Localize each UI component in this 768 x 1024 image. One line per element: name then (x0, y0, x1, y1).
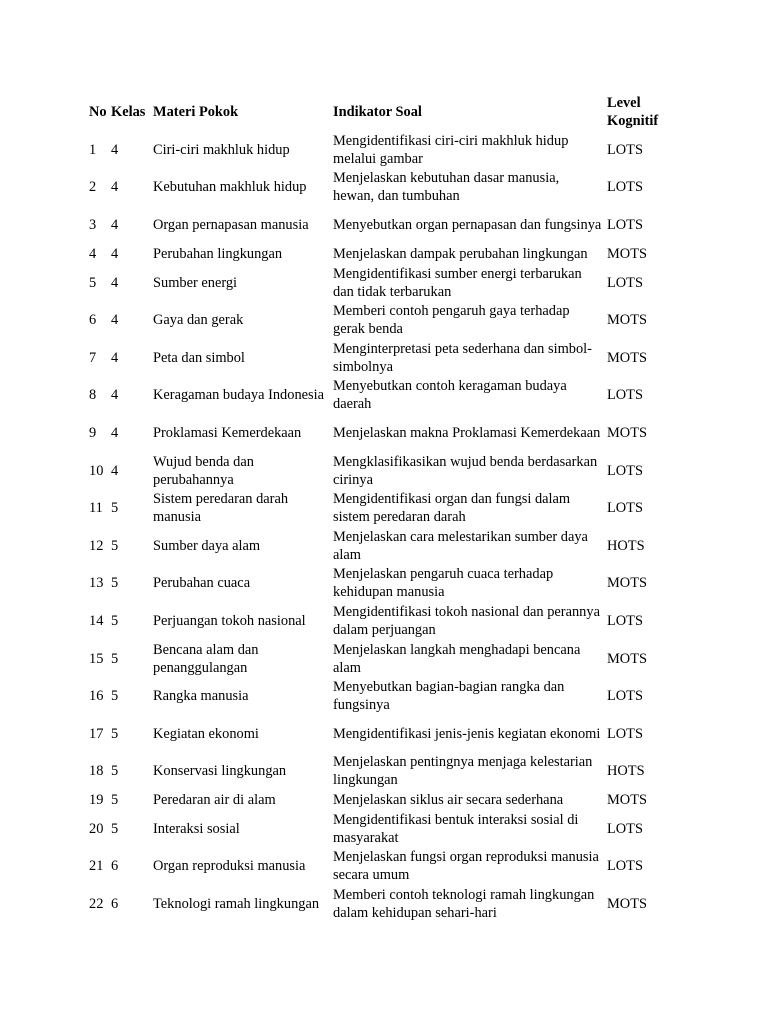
cell-level: LOTS (607, 216, 643, 233)
cell-kelas: 5 (111, 763, 119, 780)
cell-indikator: Menginterpretasi peta sederhana dan simbol-simbolnya (333, 340, 592, 375)
cell-level: HOTS (607, 763, 645, 780)
cell-no: 17 (89, 725, 104, 742)
cell-kelas: 6 (111, 896, 119, 913)
cell-materi: Gaya dan gerak (153, 312, 244, 329)
cell-level: LOTS (607, 179, 643, 196)
cell-kelas: 4 (111, 462, 119, 479)
cell-level: LOTS (607, 274, 643, 291)
cell-materi: Teknologi ramah lingkungan (153, 896, 320, 913)
cell-no: 8 (89, 387, 97, 404)
kisi-kisi-table (87, 92, 680, 923)
cell-level: HOTS (607, 537, 645, 554)
cell-kelas: 5 (111, 688, 119, 705)
cell-no: 9 (89, 424, 97, 441)
cell-indikator: Mengidentifikasi organ dan fungsi dalam sistem peredaran darah (333, 491, 571, 526)
cell-level: MOTS (607, 312, 647, 329)
cell-materi: Sumber daya alam (153, 537, 261, 554)
cell-indikator: Mengidentifikasi ciri-ciri makhluk hidup melalui gambar (333, 132, 569, 167)
cell-level: LOTS (607, 500, 643, 517)
table-row (87, 602, 680, 640)
table-row (87, 169, 680, 207)
cell-level: LOTS (607, 462, 643, 479)
cell-materi: Perjuangan tokoh nasional (153, 612, 306, 629)
cell-indikator: Menjelaskan dampak perubahan lingkungan (333, 245, 588, 262)
cell-indikator: Menjelaskan fungsi organ reproduksi manusia secara umum (333, 849, 599, 884)
table-row (87, 640, 680, 678)
cell-level: MOTS (607, 575, 647, 592)
cell-materi: Perubahan lingkungan (153, 245, 283, 262)
cell-no: 19 (89, 792, 104, 809)
table-row (87, 489, 680, 527)
table-row (87, 301, 680, 339)
cell-materi: Wujud benda dan perubahannya (153, 453, 254, 488)
header-kelas: Kelas (111, 103, 146, 120)
cell-materi: Ciri-ciri makhluk hidup (153, 141, 290, 158)
cell-kelas: 4 (111, 312, 119, 329)
cell-no: 4 (89, 245, 97, 262)
cell-indikator: Menjelaskan makna Proklamasi Kemerdekaan (333, 424, 601, 441)
cell-indikator: Mengklasifikasikan wujud benda berdasarkan cirinya (333, 453, 598, 488)
cell-no: 5 (89, 274, 97, 291)
table-row (87, 244, 680, 264)
cell-no: 13 (89, 575, 104, 592)
cell-kelas: 5 (111, 537, 119, 554)
cell-materi: Sumber energi (153, 274, 238, 291)
cell-level: LOTS (607, 688, 643, 705)
cell-indikator: Menjelaskan pentingnya menjaga kelestarian lingkungan (333, 754, 593, 789)
table-row (87, 377, 680, 415)
cell-indikator: Menyebutkan organ pernapasan dan fungsinya (333, 216, 602, 233)
cell-materi: Sistem peredaran darah manusia (153, 491, 289, 526)
cell-no: 15 (89, 650, 104, 667)
cell-no: 7 (89, 349, 97, 366)
cell-kelas: 5 (111, 650, 119, 667)
cell-no: 16 (89, 688, 104, 705)
table-header (87, 92, 680, 131)
cell-level: LOTS (607, 820, 643, 837)
cell-kelas: 4 (111, 141, 119, 158)
cell-indikator: Menjelaskan langkah menghadapi bencana alam (333, 641, 581, 676)
cell-level: LOTS (607, 612, 643, 629)
header-materi-pokok: Materi Pokok (153, 103, 239, 120)
cell-indikator: Mengidentifikasi bentuk interaksi sosial di masyarakat (333, 811, 579, 846)
cell-indikator: Memberi contoh pengaruh gaya terhadap gerak benda (333, 303, 570, 338)
cell-materi: Peta dan simbol (153, 349, 245, 366)
cell-kelas: 5 (111, 820, 119, 837)
cell-indikator: Menjelaskan pengaruh cuaca terhadap kehidupan manusia (333, 566, 554, 601)
cell-no: 10 (89, 462, 104, 479)
cell-level: LOTS (607, 725, 643, 742)
cell-indikator: Mengidentifikasi sumber energi terbarukan dan tidak terbarukan (333, 265, 582, 300)
table-row (87, 715, 680, 753)
cell-kelas: 5 (111, 575, 119, 592)
cell-materi: Rangka manusia (153, 688, 249, 705)
cell-indikator: Memberi contoh teknologi ramah lingkungan dalam kehidupan sehari-hari (333, 887, 595, 922)
cell-kelas: 4 (111, 245, 119, 262)
table-row (87, 565, 680, 603)
header-level-kognitif (605, 92, 680, 131)
table-row (87, 264, 680, 302)
table-row (87, 339, 680, 377)
cell-level: MOTS (607, 245, 647, 262)
cell-no: 12 (89, 537, 104, 554)
cell-materi: Bencana alam dan penanggulangan (153, 641, 259, 676)
cell-indikator: Mengidentifikasi jenis-jenis kegiatan ekonomi (333, 725, 601, 742)
cell-materi: Kegiatan ekonomi (153, 725, 259, 742)
table-row (87, 131, 680, 169)
cell-kelas: 4 (111, 387, 119, 404)
cell-kelas: 4 (111, 274, 119, 291)
cell-level: LOTS (607, 858, 643, 875)
cell-level: MOTS (607, 424, 647, 441)
cell-kelas: 5 (111, 725, 119, 742)
header-no: No (89, 103, 107, 120)
cell-materi: Peredaran air di alam (153, 792, 276, 809)
table-row (87, 677, 680, 715)
cell-kelas: 4 (111, 179, 119, 196)
cell-indikator: Mengidentifikasi tokoh nasional dan perannya dalam perjuangan (333, 603, 600, 638)
table-row (87, 810, 680, 848)
table-body (87, 131, 680, 923)
cell-no: 22 (89, 896, 104, 913)
table-row (87, 414, 680, 452)
header-level-line2: Kognitif (607, 112, 659, 129)
cell-indikator: Menjelaskan siklus air secara sederhana (333, 792, 564, 809)
cell-materi: Organ pernapasan manusia (153, 216, 309, 233)
cell-kelas: 5 (111, 612, 119, 629)
table-row (87, 753, 680, 791)
cell-indikator: Menyebutkan bagian-bagian rangka dan fungsinya (333, 679, 565, 714)
header-indikator-soal: Indikator Soal (333, 103, 422, 120)
cell-kelas: 4 (111, 349, 119, 366)
table-row (87, 848, 680, 886)
cell-no: 21 (89, 858, 104, 875)
cell-kelas: 4 (111, 424, 119, 441)
cell-no: 11 (89, 500, 103, 517)
cell-no: 2 (89, 179, 97, 196)
cell-level: MOTS (607, 896, 647, 913)
cell-kelas: 5 (111, 500, 119, 517)
cell-no: 3 (89, 216, 97, 233)
cell-level: LOTS (607, 387, 643, 404)
table-row (87, 790, 680, 810)
cell-materi: Organ reproduksi manusia (153, 858, 306, 875)
cell-materi: Konservasi lingkungan (153, 763, 287, 780)
cell-no: 6 (89, 312, 97, 329)
cell-materi: Perubahan cuaca (153, 575, 251, 592)
header-row (87, 92, 680, 131)
header-level-line1: Level (607, 94, 641, 111)
cell-level: MOTS (607, 792, 647, 809)
cell-indikator: Menjelaskan kebutuhan dasar manusia, hewan, dan tumbuhan (333, 170, 560, 205)
cell-materi: Kebutuhan makhluk hidup (153, 179, 307, 196)
cell-materi: Interaksi sosial (153, 820, 240, 837)
cell-kelas: 4 (111, 216, 119, 233)
cell-kelas: 5 (111, 792, 119, 809)
cell-kelas: 6 (111, 858, 119, 875)
table-row (87, 452, 680, 490)
cell-no: 14 (89, 612, 104, 629)
cell-level: MOTS (607, 349, 647, 366)
table-row (87, 885, 680, 923)
cell-no: 20 (89, 820, 104, 837)
cell-indikator: Menyebutkan contoh keragaman budaya daerah (333, 378, 567, 413)
cell-materi: Proklamasi Kemerdekaan (153, 424, 302, 441)
cell-indikator: Menjelaskan cara melestarikan sumber daya alam (333, 528, 588, 563)
cell-level: LOTS (607, 141, 643, 158)
cell-materi: Keragaman budaya Indonesia (153, 387, 325, 404)
table-row (87, 206, 680, 244)
table-row (87, 527, 680, 565)
cell-no: 18 (89, 763, 104, 780)
cell-no: 1 (89, 141, 97, 158)
cell-level: MOTS (607, 650, 647, 667)
